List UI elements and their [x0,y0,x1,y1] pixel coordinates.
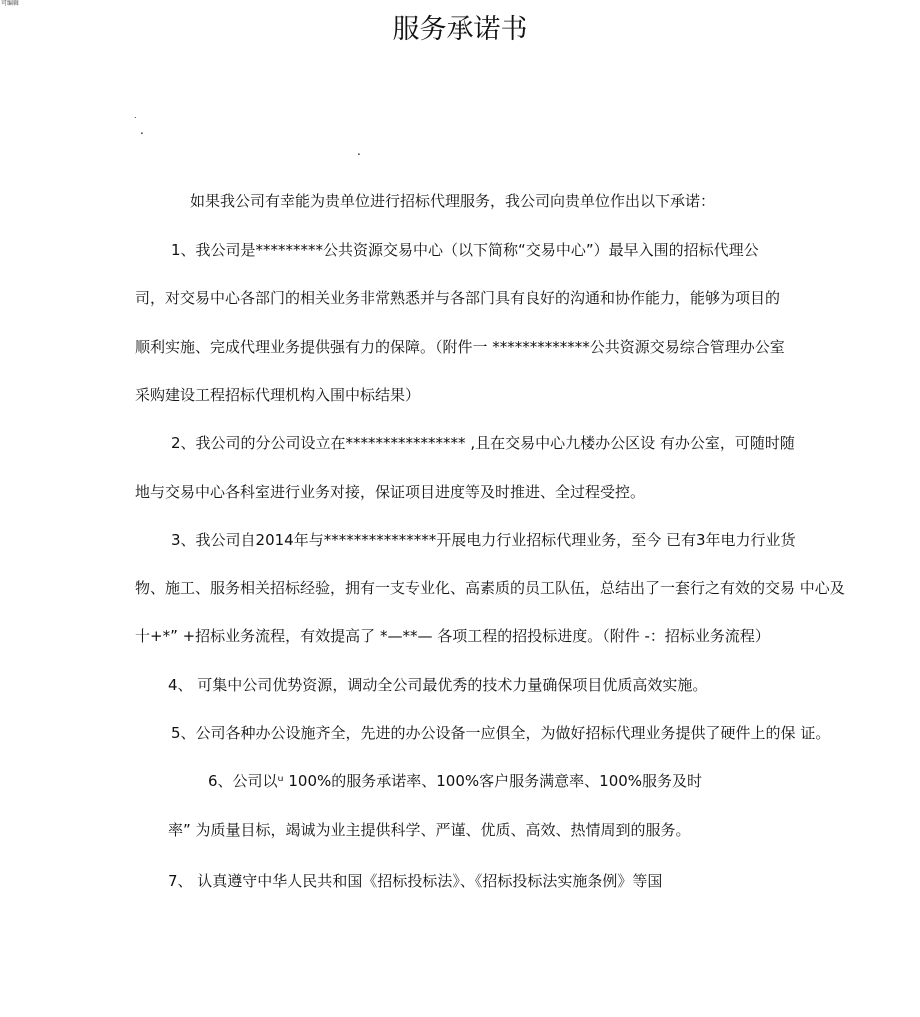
commitment-3-line-1: 3、我公司自2014年与***************开展电力行业招标代理业务，至今 已有3年电力行业货 [171,531,796,549]
commitment-6-line-2: 率” 为质量目标，竭诚为业主提供科学、严谨、优质、高效、热情周到的服务。 [168,821,691,839]
stray-dot: . [140,123,144,137]
commitment-1-line-3: 顺利实施、完成代理业务提供强有力的保障。（附件一 *************公共资源交易综合管理办公室 [135,338,785,356]
commitment-1-line-2: 司，对交易中心各部门的相关业务非常熟悉并与各部门具有良好的沟通和协作能力，能够为项目的 [135,289,781,307]
commitment-3-line-3: 十+*” +招标业务流程，有效提高了 *—**— 各项工程的招投标进度。（附件 -：招标业务流程） [135,627,770,645]
commitment-3-line-2: 物、施工、服务相关招标经验，拥有一支专业化、高素质的员工队伍，总结出了一套行之有效的交易 中心及 [135,579,845,597]
stray-dot: . [134,111,137,120]
commitment-7: 7、 认真遵守中华人民共和国《招标投标法》、《招标投标法实施条例》等国 [168,872,663,890]
commitment-6-line-1: 6、公司以ᵘ 100%的服务承诺率、100%客户服务满意率、100%服务及时 [208,772,703,790]
commitment-2-line-2: 地与交易中心各科室进行业务对接，保证项目进度等及时推进、全过程受控。 [135,483,646,501]
commitment-2-line-1: 2、我公司的分公司设立在**************** ,且在交易中心九楼办公区设 有办公室，可随时随 [171,434,795,452]
commitment-4: 4、 可集中公司优势资源，调动全公司最优秀的技术力量确保项目优质高效实施。 [168,676,708,694]
commitment-5: 5、公司各种办公设施齐全，先进的办公设备一应俱全，为做好招标代理业务提供了硬件上的保 证。 [171,724,831,742]
stray-dot: . [357,144,361,158]
document-title: 服务承诺书 [392,14,528,45]
intro-paragraph: 如果我公司有幸能为贵单位进行招标代理服务，我公司向贵单位作出以下承诺： [190,192,716,210]
commitment-1-line-1: 1、我公司是*********公共资源交易中心（以下简称“交易中心”）最早入围的招标代理公 [171,241,759,259]
commitment-1-line-4: 采购建设工程招标代理机构入围中标结果） [135,386,421,404]
corner-note: 可编辑 [1,0,20,7]
